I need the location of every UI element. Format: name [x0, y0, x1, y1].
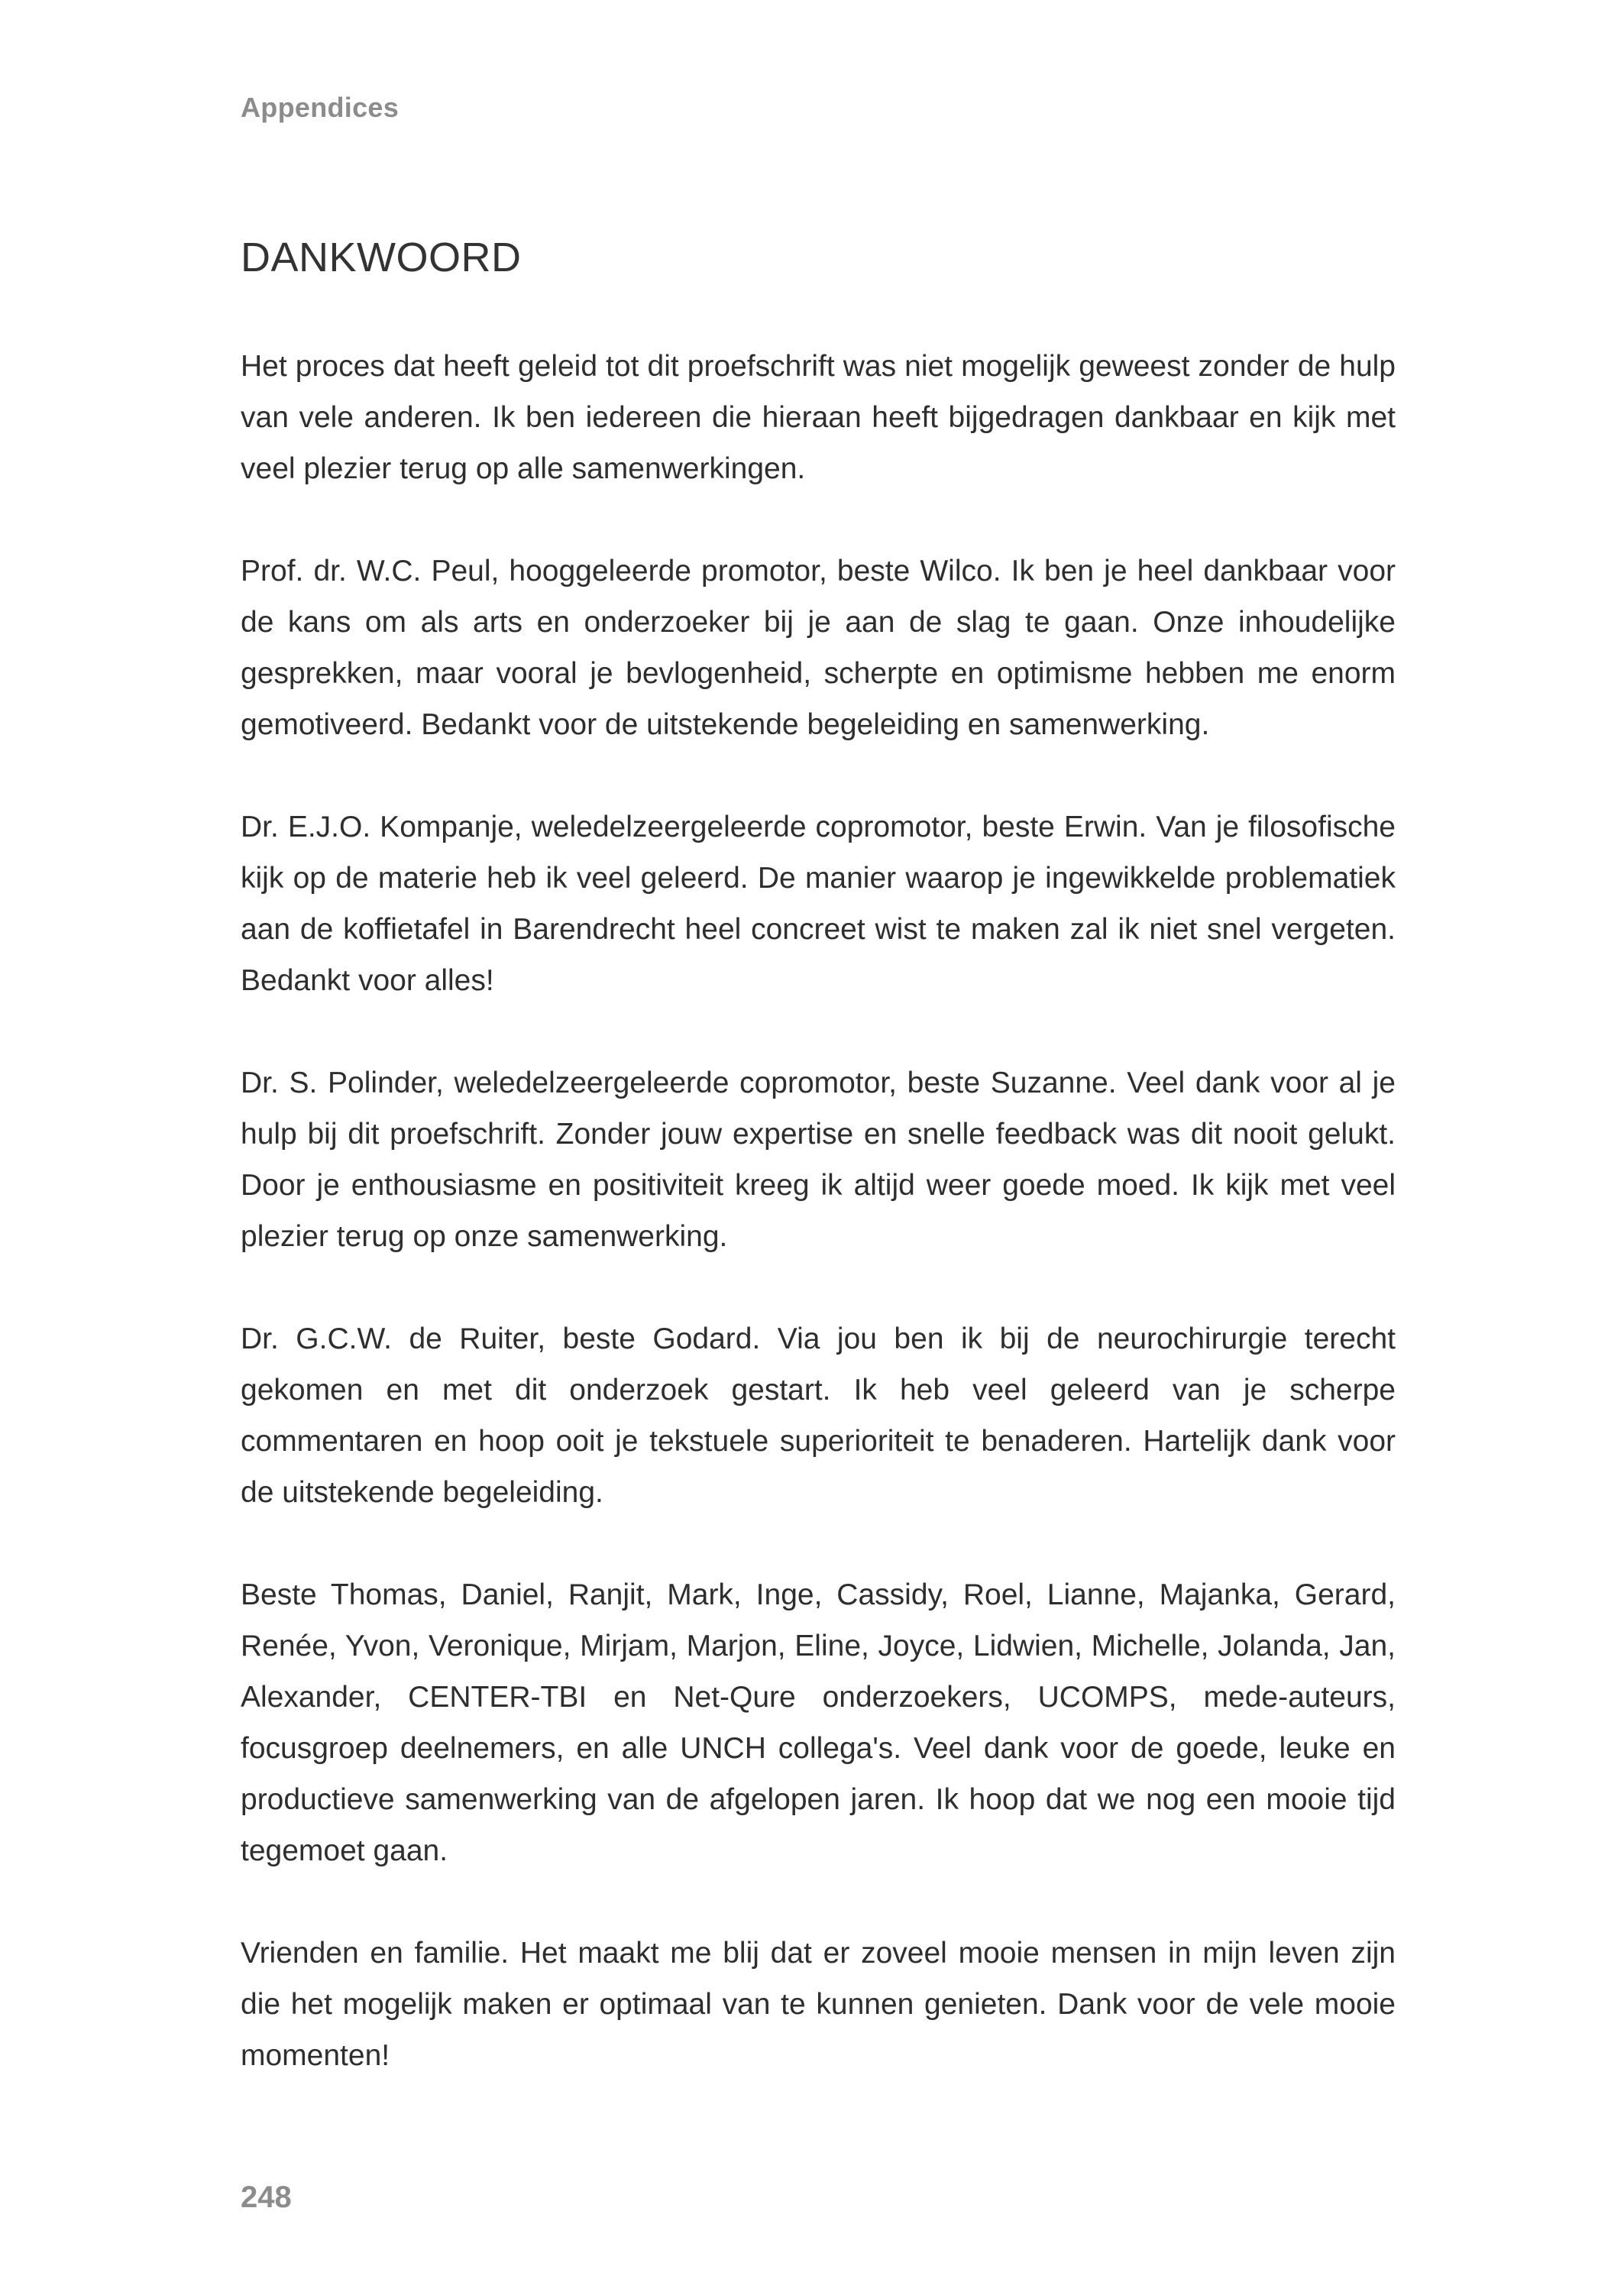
paragraph-colleagues: Beste Thomas, Daniel, Ranjit, Mark, Inge, Cassidy, Roel, Lianne, Majanka, Gerard, Renée, Yvon, Veronique, Mirjam, Marjon, Eline, Joyce, Lidwien, Michelle, Jolanda, Jan, Alexander, CENTER-TBI en Net-Qure onderzoekers, UCOMPS, mede-auteurs, focusgroep deelnemers, en alle UNCH collega's. Veel dank voor de goede, leuke en productieve samenwerking van de afgelopen jaren. Ik hoop dat we nog een mooie tijd tegemoet gaan. — [241, 1578, 1396, 1867]
paragraph-godard: Dr. G.C.W. de Ruiter, beste Godard. Via jou ben ik bij de neurochirurgie terecht gekomen en met dit onderzoek gestart. Ik heb veel geleerd van je scherpe commentaren en hoop ooit je tekstuele superioriteit te benaderen. Hartelijk dank voor de uitstekende begeleiding. — [241, 1322, 1396, 1509]
page-number: 248 — [241, 2180, 292, 2214]
running-header: Appendices — [241, 92, 400, 123]
paragraph-copromotor-suzanne: Dr. S. Polinder, weledelzeergeleerde copromotor, beste Suzanne. Veel dank voor al je hulp bij dit proefschrift. Zonder jouw expertise en snelle feedback was dit nooit gelukt. Door je enthousiasme en positiviteit kreeg ik altijd weer goede moed. Ik kijk met veel plezier terug op onze samenwerking. — [241, 1067, 1396, 1253]
page-title: DANKWOORD — [241, 235, 522, 280]
paragraph-promotor: Prof. dr. W.C. Peul, hooggeleerde promotor, beste Wilco. Ik ben je heel dankbaar voor de kans om als arts en onderzoeker bij je aan de slag te gaan. Onze inhoudelijke gesprekken, maar vooral je bevlogenheid, scherpte en optimisme hebben me enorm gemotiveerd. Bedankt voor de uitstekende begeleiding en samenwerking. — [241, 555, 1396, 741]
paragraph-intro: Het proces dat heeft geleid tot dit proefschrift was niet mogelijk geweest zonder de hulp van vele anderen. Ik ben iedereen die hieraan heeft bijgedragen dankbaar en kijk met veel plezier terug op alle samenwerkingen. — [241, 350, 1396, 485]
paragraph-friends-family: Vrienden en familie. Het maakt me blij dat er zoveel mooie mensen in mijn leven zijn die het mogelijk maken er optimaal van te kunnen genieten. Dank voor de vele mooie momenten! — [241, 1937, 1396, 2072]
body-text — [241, 341, 1396, 2132]
paragraph-copromotor-erwin: Dr. E.J.O. Kompanje, weledelzeergeleerde copromotor, beste Erwin. Van je filosofische kijk op de materie heb ik veel geleerd. De manier waarop je ingewikkelde problematiek aan de koffietafel in Barendrecht heel concreet wist te maken zal ik niet snel vergeten. Bedankt voor alles! — [241, 811, 1396, 997]
